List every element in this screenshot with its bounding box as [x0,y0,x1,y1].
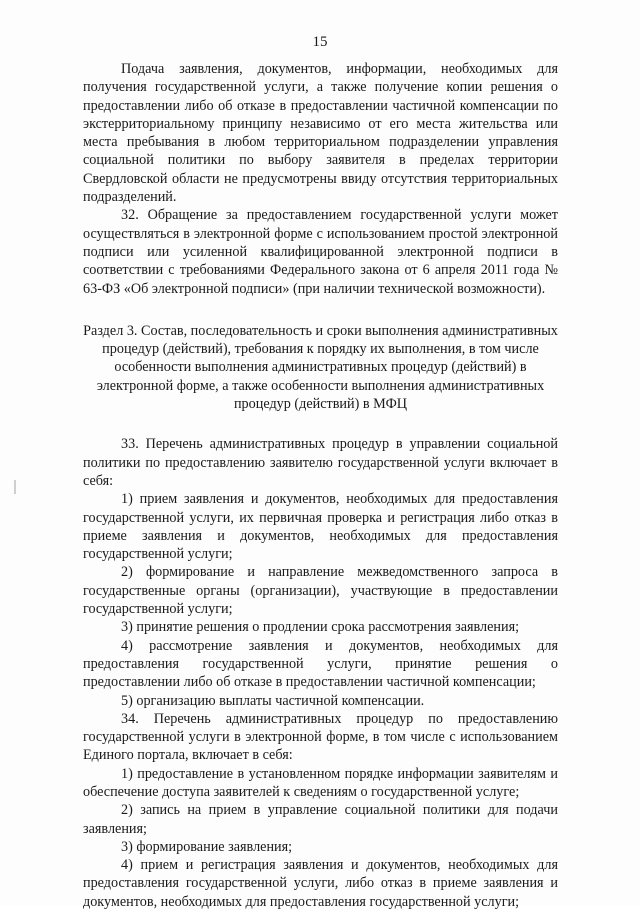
paragraph-33-item-4: 4) рассмотрение заявления и документов, необходимых для предоставления государственной услуги, принятие решения о предоставлении либо об отказе в предоставлении частичной компенсации; [83,637,558,691]
paragraph-34: 34. Перечень административных процедур по предоставлению государственной услуги в электронной форме, в том числе с использованием Единого портала, включает в себя: [83,710,558,764]
scan-margin-mark [14,480,16,494]
paragraph-34-item-2: 2) запись на прием в управление социальной политики для подачи заявления; [83,802,558,837]
paragraph-34-item-4: 4) прием и регистрация заявления и документов, необходимых для предоставления государственной услуги, либо отказ в приеме заявления и документов, необходимых для предоставления государственной услуги; [83,857,558,910]
paragraph-33-item-5: 5) организацию выплаты частичной компенсации. [121,692,425,709]
paragraph-34-item-1: 1) предоставление в установленном порядке информации заявителям и обеспечение доступа заявителей к сведениям о государственной услуге; [83,765,558,800]
paragraph-33-item-2: 2) формирование и направление межведомственного запроса в государственные органы (организации), участвующие в предоставлении государственной услуги; [83,564,558,618]
paragraph-33-item-1: 1) прием заявления и документов, необходимых для предоставления государственной услуги, их первичная проверка и регистрация либо отказ в приеме заявления и документов, необходимых для предоставления государственной услуги; [83,491,558,563]
document-body [83,60,558,911]
paragraph-32: 32. Обращение за предоставлением государственной услуги может осуществляться в электронной форме с использованием простой электронной подписи или усиленной квалифицированной электронной подписи в соответствии с требованиями Федерального закона от 6 апреля 2011 года № 63-ФЗ «Об электронной подписи» (при наличии технической возможности). [83,207,558,297]
paragraph-extraterritorial: Подача заявления, документов, информации, необходимых для получения государственной услуги, а также получение копии решения о предоставлении либо об отказе в предоставлении частичной компенсации по экстерриториальному принципу независимо от его места жительства или места пребывания в любом территориальном подразделении управления социальной политики по выбору заявителя в пределах территории Свердловской области не предусмотрены ввиду отсутствия территориальных подразделений. [83,61,558,206]
page-number: 15 [312,34,328,50]
section-3-heading: Раздел 3. Состав, последовательность и сроки выполнения административных процедур (действий), требования к порядку их выполнения, в том числе особенности выполнения административных процедур (действий) в электронной форме, а также особенности выполнения административных процедур (действий) в МФЦ [83,322,558,413]
paragraph-33: 33. Перечень административных процедур в управлении социальной политики по предоставлению заявителю государственной услуги включает в себя: [83,436,558,489]
paragraph-34-item-3: 3) формирование заявления; [121,838,293,855]
paragraph-33-item-3: 3) принятие решения о продлении срока рассмотрения заявления; [121,619,520,636]
